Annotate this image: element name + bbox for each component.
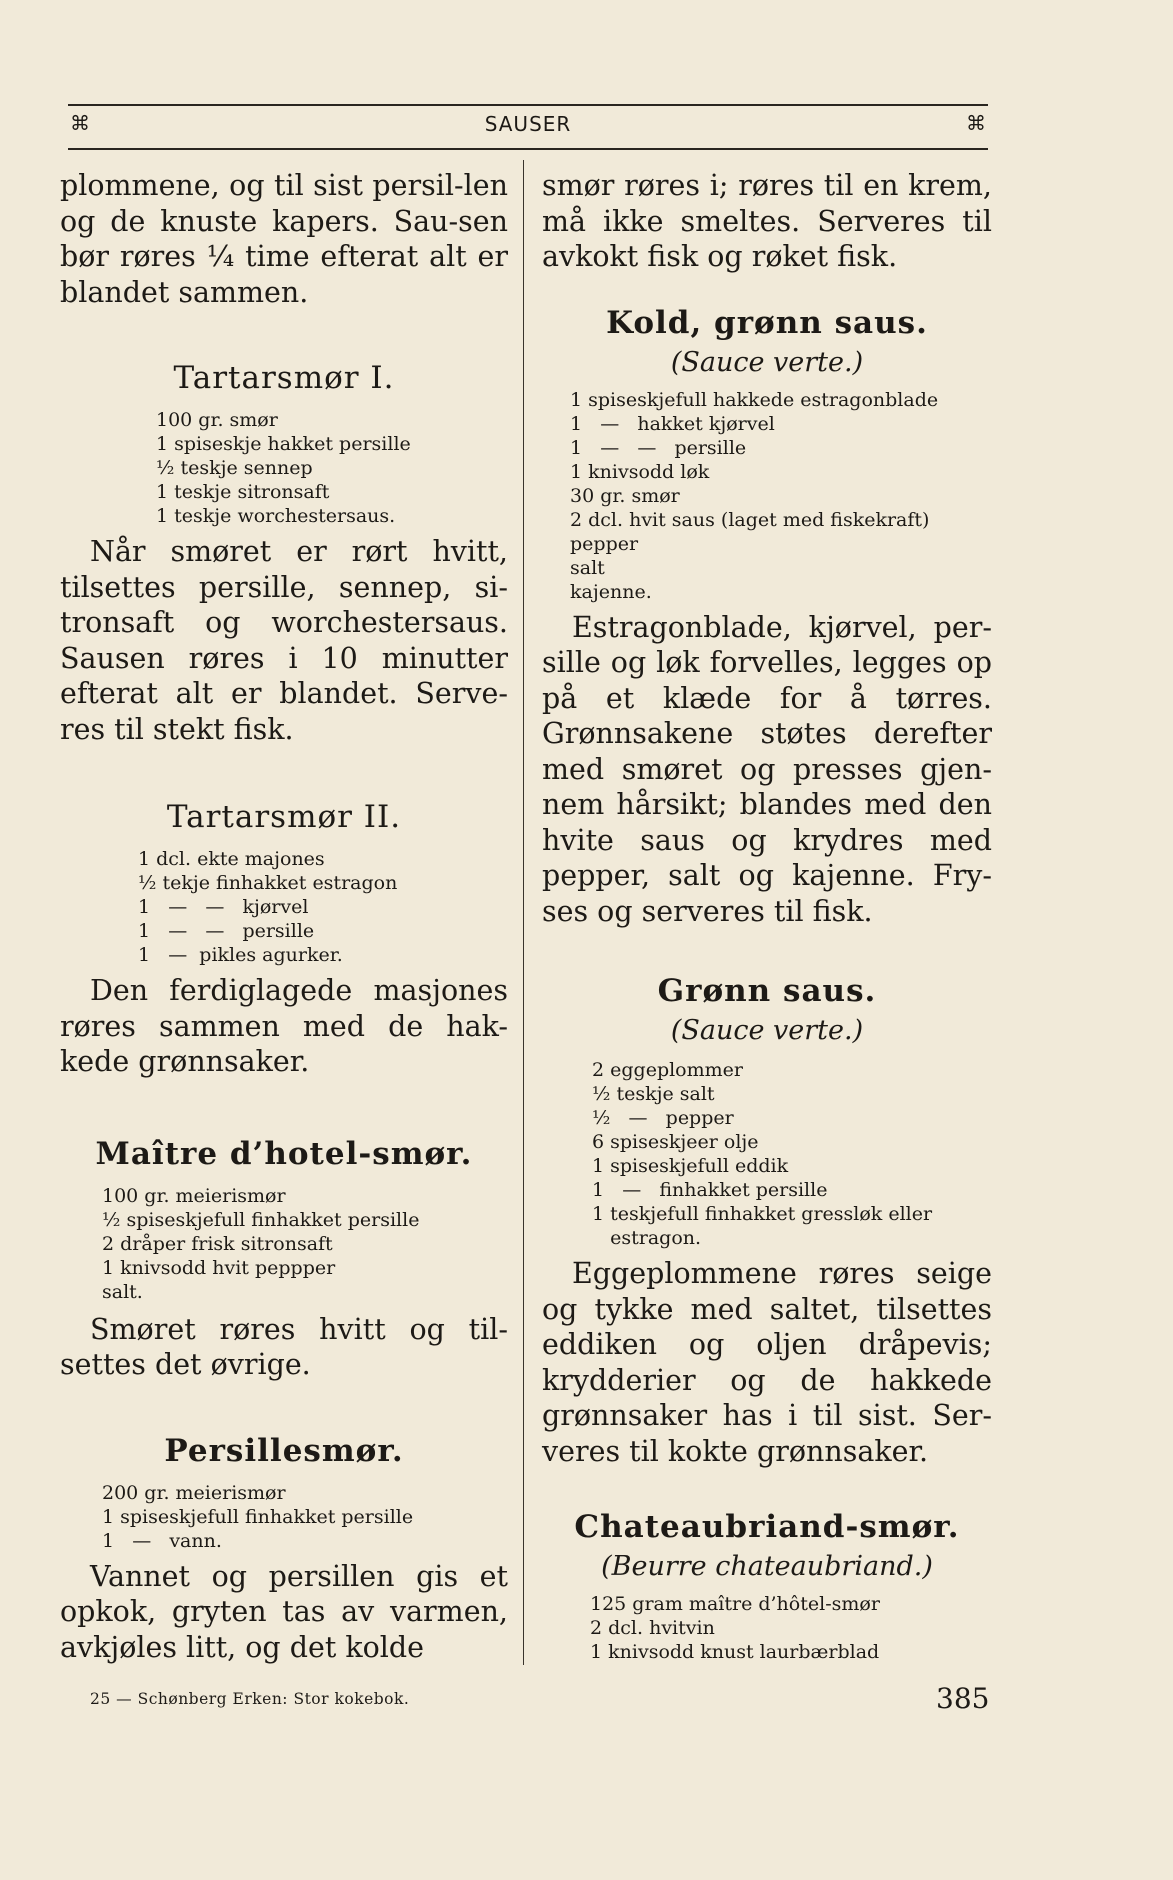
- running-header: [68, 104, 988, 150]
- ingredient-line: ½ teskje salt: [592, 1083, 715, 1105]
- ingredient-line: 125 gram maître d’hôtel-smør: [590, 1593, 880, 1615]
- recipe-title: Persillesmør.: [164, 1432, 404, 1469]
- ingredient-list: [156, 408, 508, 528]
- ingredient-line: 1 teskjefull finhakket gressløk eller: [592, 1203, 933, 1225]
- ingredient-list: [592, 1058, 992, 1250]
- ingredient-line: 1 — — persille: [570, 436, 747, 459]
- ornament-left-icon: ⌘: [70, 111, 90, 135]
- ingredient-line: 1 — finhakket persille: [592, 1179, 828, 1201]
- ingredient-list: [102, 1184, 508, 1304]
- ingredient-line: 200 gr. meierismør: [102, 1481, 286, 1504]
- continued-text: smør røres i; røres til en krem, må ikke smeltes. Serveres til avkokt fisk og røket fisk.: [542, 169, 992, 273]
- ingredient-line: 1 — hakket kjørvel: [570, 412, 775, 435]
- ingredient-line: 2 dråper frisk sitronsaft: [102, 1232, 333, 1255]
- recipe-subtitle: (Sauce verte.): [670, 346, 864, 378]
- ingredient-line: 30 gr. smør: [570, 484, 680, 507]
- recipe-title: Grønn saus.: [657, 973, 877, 1009]
- ingredient-line: 1 — vann.: [102, 1529, 222, 1552]
- ingredient-line: 1 spiseskje hakket persille: [156, 433, 411, 455]
- ingredient-list: [102, 1481, 508, 1553]
- column-divider: [523, 160, 524, 1665]
- ingredient-list: [138, 847, 508, 967]
- ingredient-list: [590, 1592, 992, 1664]
- ingredient-line: 1 — pikles agurker.: [138, 944, 343, 966]
- recipe-text: Vannet og persillen gis et opkok, gryten tas av varmen, avkjøles litt, og det kolde: [60, 1559, 508, 1664]
- ingredient-line: 1 knivsodd knust laurbærblad: [590, 1641, 880, 1663]
- ingredient-line: 100 gr. meierismør: [102, 1184, 286, 1207]
- ingredient-line: ½ teskje sennep: [156, 457, 313, 479]
- ingredient-line: 2 dcl. hvitvin: [590, 1617, 715, 1639]
- ingredient-line: 1 spiseskjefull finhakket persille: [102, 1505, 414, 1528]
- recipe-text: Smøret røres hvitt og til-settes det øvrige.: [60, 1312, 508, 1381]
- page-number: 385: [936, 1682, 990, 1715]
- recipe-title: Kold, grønn saus.: [606, 304, 928, 341]
- ingredient-line: salt: [570, 556, 605, 579]
- ingredient-line: 2 eggeplommer: [592, 1059, 743, 1081]
- ingredient-line: 1 — — persille: [138, 920, 315, 942]
- ingredient-line: 1 spiseskjefull hakkede estragonblade: [570, 388, 939, 411]
- ingredient-line: kajenne.: [570, 580, 652, 603]
- recipe-text: Når smøret er rørt hvitt, tilsettes persille, sennep, si-tronsaft og worchestersaus. Sausen røres i 10 minutter efterat alt er blandet. Serve-res til stekt fisk.: [60, 535, 508, 746]
- header-title: SAUSER: [484, 112, 572, 136]
- recipe-text: Estragonblade, kjørvel, per-sille og løk forvelles, legges op på et klæde for å tørres. Grønnsakene støtes derefter med smøret og presses gjen-nem hårsikt; blandes med den hvite saus og krydres med pepper, salt og kajenne. Fry-ses og serveres til fisk.: [542, 610, 992, 928]
- continued-text: plommene, og til sist persil-len og de knuste kapers. Sau-sen bør røres ¼ time efterat alt er blandet sammen.: [60, 169, 508, 309]
- ingredient-line: 1 teskje worchestersaus.: [156, 505, 396, 527]
- recipe-title: Chateaubriand-smør.: [574, 1509, 960, 1545]
- ingredient-line: salt.: [102, 1280, 143, 1303]
- ingredient-line: 1 knivsodd hvit peppper: [102, 1256, 336, 1279]
- ingredient-line: 1 knivsodd løk: [570, 460, 710, 483]
- recipe-subtitle: (Beurre chateaubriand.): [601, 1551, 933, 1582]
- right-column: [542, 168, 992, 1668]
- ingredient-line: 100 gr. smør: [156, 409, 278, 431]
- recipe-subtitle: (Sauce verte.): [670, 1015, 864, 1046]
- ingredient-line: 1 teskje sitronsaft: [156, 481, 330, 503]
- ingredient-line: 1 dcl. ekte majones: [138, 848, 325, 870]
- ingredient-line: pepper: [570, 532, 639, 555]
- ornament-right-icon: ⌘: [966, 111, 986, 135]
- ingredient-line: ½ tekje finhakket estragon: [138, 872, 398, 894]
- ingredient-line: ½ spiseskjefull finhakket persille: [102, 1208, 420, 1231]
- recipe-title: Tartarsmør II.: [166, 799, 402, 835]
- ingredient-line: estragon.: [592, 1227, 702, 1249]
- ingredient-line: 1 spiseskjefull eddik: [592, 1155, 789, 1177]
- left-column: [60, 168, 508, 1668]
- ingredient-line: ½ — pepper: [592, 1107, 734, 1129]
- ingredient-line: 2 dcl. hvit saus (laget med fiskekraft): [570, 508, 930, 531]
- recipe-text: Eggeplommene røres seige og tykke med saltet, tilsettes eddiken og oljen dråpevis; krydderier og de hakkede grønnsaker has i til sist. Ser-veres til kokte grønnsaker.: [542, 1257, 992, 1468]
- footer-signature: 25 — Schønberg Erken: Stor kokebok.: [90, 1690, 410, 1708]
- recipe-title: Tartarsmør I.: [173, 360, 395, 396]
- ingredient-list: [570, 388, 992, 604]
- ingredient-line: 6 spiseskjeer olje: [592, 1131, 759, 1153]
- recipe-text: Den ferdiglagede masjones røres sammen med de hak-kede grønnsaker.: [60, 974, 508, 1078]
- ingredient-line: 1 — — kjørvel: [138, 896, 309, 918]
- recipe-title: Maître d’hotel-smør.: [95, 1135, 473, 1172]
